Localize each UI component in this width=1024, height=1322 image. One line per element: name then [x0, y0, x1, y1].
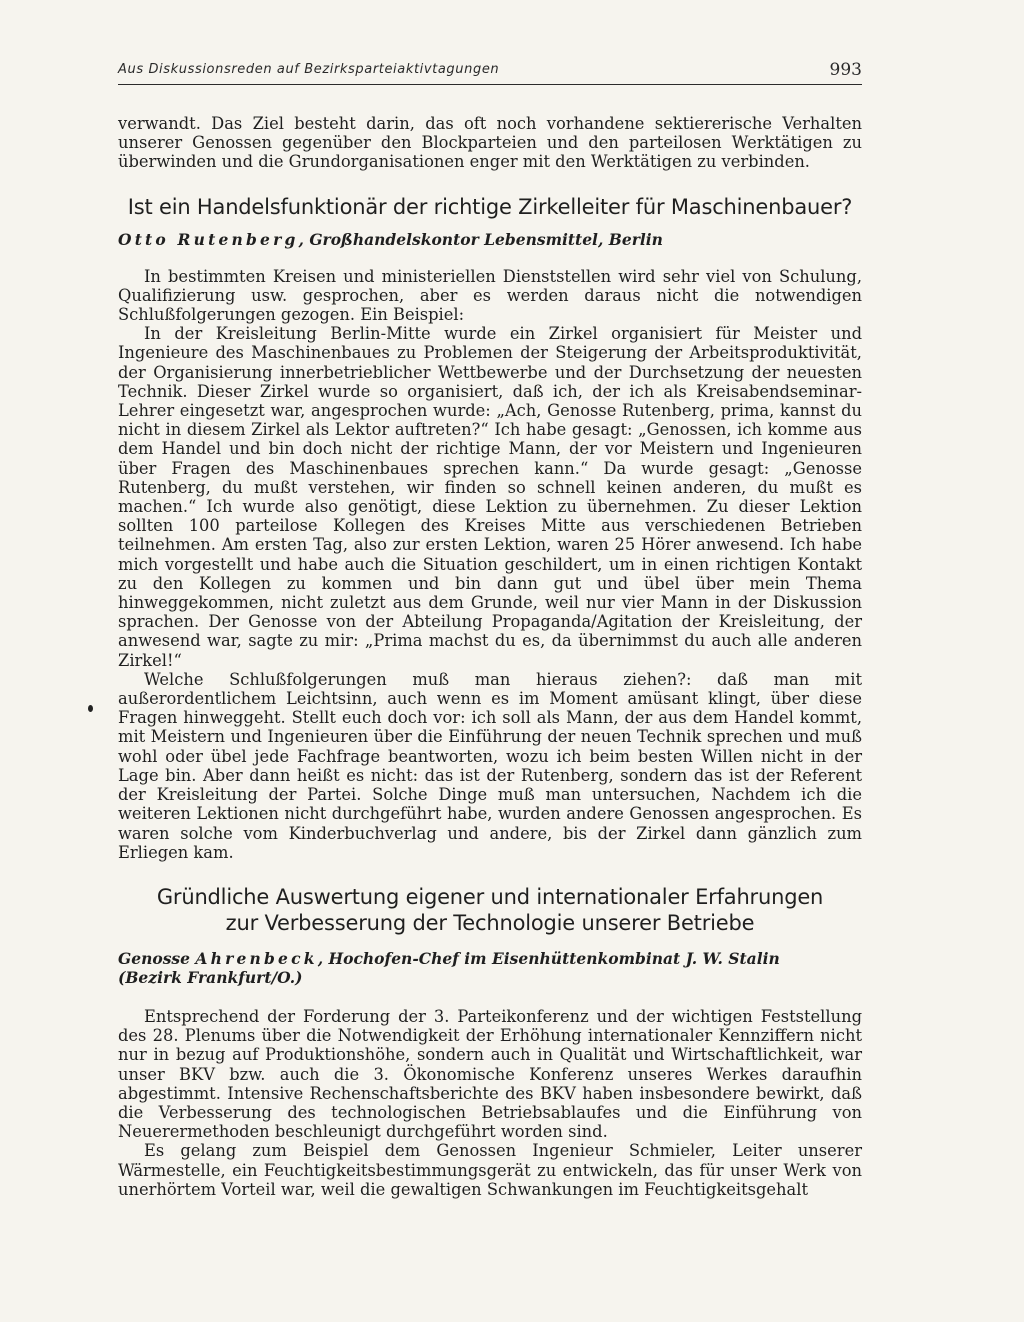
running-header [118, 60, 862, 85]
intro-paragraph: verwandt. Das Ziel besteht darin, das oft noch vorhandene sektiererische Verhalten unserer Genossen gegenüber den Blockparteien und den parteilosen Werktätigen zu überwinden und die Grundorganisationen enger mit den Werktätigen zu verbinden. [118, 114, 862, 172]
page-number: 993 [829, 60, 862, 80]
section1-byline [118, 230, 862, 249]
section2-author-location: (Bezirk Frankfurt/O.) [118, 967, 303, 987]
section2-author-prefix: Genosse [118, 948, 196, 968]
section2-title-line: Gründliche Auswertung eigener und internationaler Erfahrungen [156, 884, 824, 909]
section1-paragraph: In der Kreisleitung Berlin-Mitte wurde ein Zirkel organisiert für Meister und Ingenieure des Maschinenbaues zu Problemen der Steigerung der Arbeitsproduktivität, der Organisierung innerbetrieblicher Wettbewerbe und der Durchsetzung der neuesten Technik. Dieser Zirkel wurde so organisiert, daß ich, der ich als Kreisabendseminar-Lehrer eingesetzt war, angesprochen wurde: „Ach, Genosse Rutenberg, prima, kannst du nicht in diesem Zirkel als Lektor auftreten?“ Ich habe gesagt: „Genossen, ich komme aus dem Handel und bin doch nicht der richtige Mann, der vor Meistern und Ingenieuren über Fragen des Maschinenbaues sprechen kann.“ Da wurde gesagt: „Genosse Rutenberg, du mußt verstehen, wir finden so schnell keinen anderen, du mußt es machen.“ Ich wurde also genötigt, diese Lektion zu übernehmen. Zu dieser Lektion sollten 100 parteilose Kollegen des Kreises Mitte aus verschiedenen Betrieben teilnehmen. Am ersten Tag, also zur ersten Lektion, waren 25 Hörer anwesend. Ich habe mich vorgestellt und habe auch die Situation geschildert, um in einen richtigen Kontakt zu den Kollegen zu kommen und bin dann gut und übel über mein Thema hinweggekommen, nicht zuletzt aus dem Grunde, weil nur vier Mann in der Diskussion sprachen. Der Genosse von der Abteilung Propaganda/Agitation der Kreisleitung, der anwesend war, sagte zu mir: „Prima machst du es, da übernimmst du auch alle anderen Zirkel!“ [118, 324, 862, 670]
section1-author-separator: , [298, 229, 310, 249]
section1-author-role: Großhandelskontor Lebensmittel, Berlin [309, 229, 663, 249]
section2-author: Ahrenbeck [195, 948, 318, 968]
section1-paragraph: In bestimmten Kreisen und ministeriellen Dienststellen wird sehr viel von Schulung, Qualifizierung usw. gesprochen, aber es werden daraus nicht die notwendigen Schlußfolgerungen gezogen. Ein Beispiel: [118, 266, 862, 325]
section1-author: Otto Rutenberg [118, 229, 299, 249]
section2-byline [118, 949, 862, 987]
article-body [118, 114, 862, 1199]
section1-paragraph: Welche Schlußfolgerungen muß man hieraus ziehen?: daß man mit außerordentlichem Leichtsinn, auch wenn es im Moment amüsant klingt, über diese Fragen hinweggeht. Stellt euch doch vor: ich soll als Mann, der aus dem Handel kommt, mit Meistern und Ingenieuren über die Einführung der neuen Technik sprechen und muß wohl oder übel jede Fachfrage beantworten, wozu ich beim besten Willen nicht in der Lage bin. Aber dann heißt es nicht: das ist der Rutenberg, sondern das ist der Referent der Kreisleitung der Partei. Solche Dinge muß man untersuchen, Nachdem ich die weiteren Lektionen nicht durchgeführt habe, wurden andere Genossen angesprochen. Es waren solche vom Kinderbuchverlag und andere, bis der Zirkel dann gänzlich zum Erliegen kam. [118, 669, 862, 862]
section2-title-line: zur Verbesserung der Technologie unserer Betriebe [225, 910, 755, 935]
running-title: Aus Diskussionsreden auf Bezirksparteiaktivtagungen [118, 62, 500, 77]
section2-paragraph: Es gelang zum Beispiel dem Genossen Ingenieur Schmieler, Leiter unserer Wärmestelle, ein Feuchtigkeitsbestimmungsgerät zu entwickeln, das für unser Werk von unerhörtem Vorteil war, weil die gewaltigen Schwankungen im Feuchtigkeitsgehalt [118, 1141, 862, 1199]
section2-title [118, 884, 862, 936]
section1-title: Ist ein Handelsfunktionär der richtige Zirkelleiter für Maschinenbauer? [127, 194, 853, 219]
ink-speck [88, 705, 93, 712]
section2-paragraph: Entsprechend der Forderung der 3. Parteikonferenz und der wichtigen Feststellung des 28. Plenums über die Notwendigkeit der Erhöhung internationaler Kennziffern nicht nur in bezug auf Produktionshöhe, sondern auch in Qualität und Wirtschaftlichkeit, war unser BKV bzw. auch die 3. Ökonomische Konferenz unseres Werkes daraufhin abgestimmt. Intensive Rechenschaftsberichte des BKV haben insbesondere bewirkt, daß die Verbesserung des technologischen Betriebsablaufes und die Einführung von Neuerermethoden beschleunigt durchgeführt worden sind. [118, 1006, 862, 1142]
section2-author-role: , Hochofen-Chef im Eisenhüttenkombinat J. W. Stalin [317, 948, 780, 968]
